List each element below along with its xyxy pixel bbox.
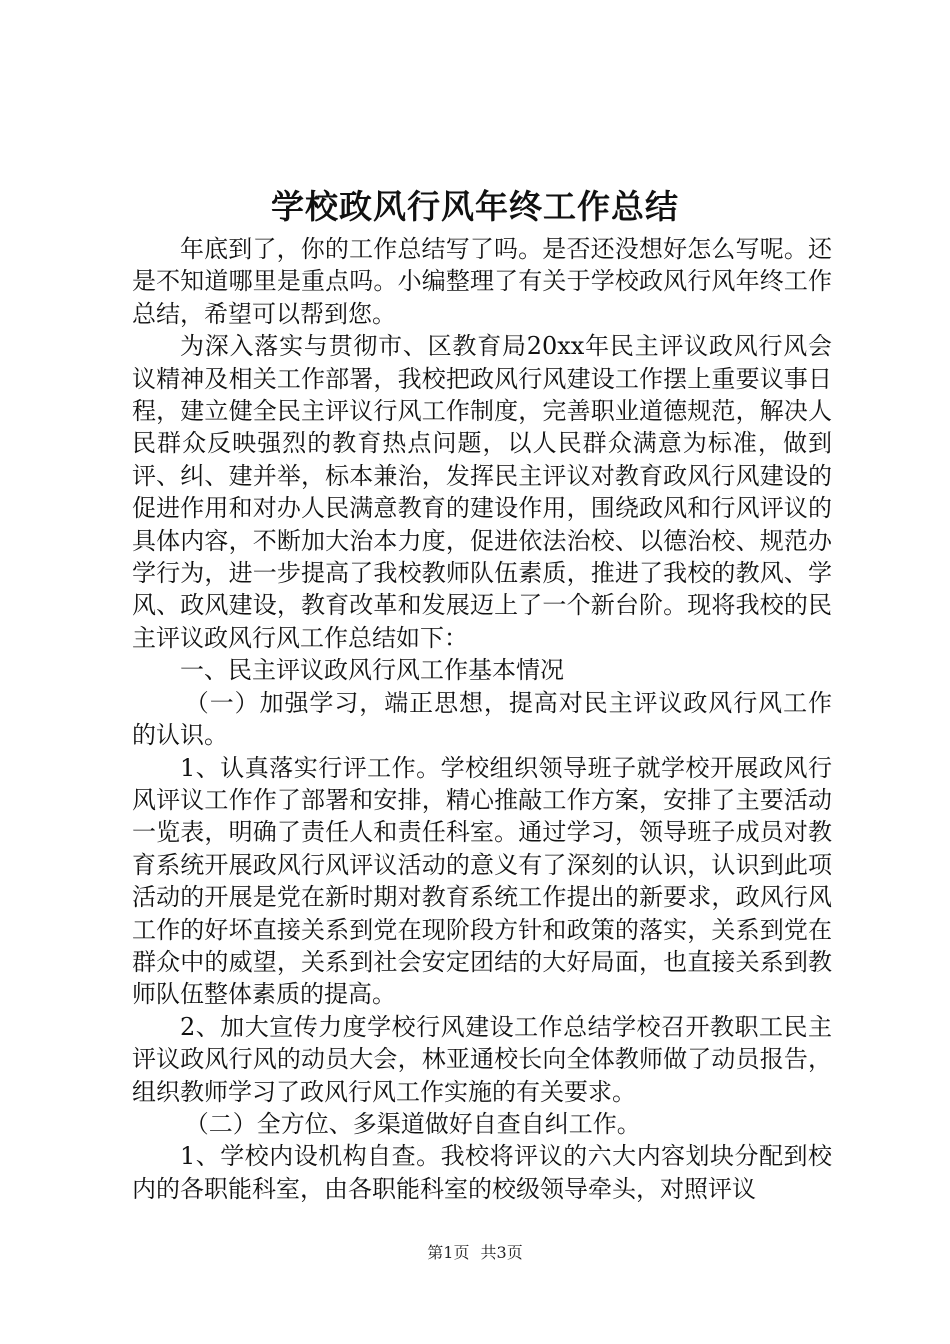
background-paragraph: 为深入落实与贯彻市、区教育局20xx年民主评议政风行风会议精神及相关工作部署，我校把政风行风建设工作摆上重要议事日程，建立健全民主评议行风工作制度，完善职业道德规范，解决人民群众反映强烈的教育热点问题，以人民群众满意为标准，做到评、纠、建并举，标本兼治，发挥民主评议对教育政风行风建设的促进作用和对办人民满意教育的建设作用，围绕政风和行风评议的具体内容，不断加大治本力度，促进依法治校、以德治校、规范办学行为，进一步提高了我校教师队伍素质，推进了我校的教风、学风、政风建设，教育改革和发展迈上了一个新台阶。现将我校的民主评议政风行风工作总结如下： [132, 332, 832, 652]
item-paragraph-1: 1、认真落实行评工作。学校组织领导班子就学校开展政风行风评议工作作了部署和安排，精心推敲工作方案，安排了主要活动一览表，明确了责任人和责任科室。通过学习，领导班子成员对教育系统开展政风行风评议活动的意义有了深刻的认识，认识到此项活动的开展是党在新时期对教育系统工作提出的新要求，政风行风工作的好坏直接关系到党在现阶段方针和政策的落实，关系到党在群众中的威望，关系到社会安定团结的大好局面，也直接关系到教师队伍整体素质的提高。 [132, 753, 832, 1009]
page-footer [0, 1242, 950, 1264]
subsection-heading-1: （一）加强学习，端正思想，提高对民主评议政风行风工作的认识。 [132, 688, 832, 750]
subsection-heading-2: （二）全方位、多渠道做好自查自纠工作。 [184, 1109, 641, 1138]
document-title: 学校政风行风年终工作总结 [271, 187, 679, 226]
item-paragraph-3: 1、学校内设机构自查。我校将评议的六大内容划块分配到校内的各职能科室，由各职能科室的校级领导牵头，对照评议 [132, 1142, 832, 1203]
document-body [132, 233, 832, 1205]
page-number: 第1页 [427, 1243, 470, 1262]
section-heading-1: 一、民主评议政风行风工作基本情况 [180, 656, 564, 685]
intro-paragraph: 年底到了，你的工作总结写了吗。是否还没想好怎么写呢。还是不知道哪里是重点吗。小编整理了有关于学校政风行风年终工作总结，希望可以帮到您。 [132, 235, 832, 328]
page-total: 共3页 [480, 1243, 523, 1262]
item-paragraph-2: 2、加大宣传力度学校行风建设工作总结学校召开教职工民主评议政风行风的动员大会，林亚通校长向全体教师做了动员报告，组织教师学习了政风行风工作实施的有关要求。 [132, 1012, 832, 1106]
